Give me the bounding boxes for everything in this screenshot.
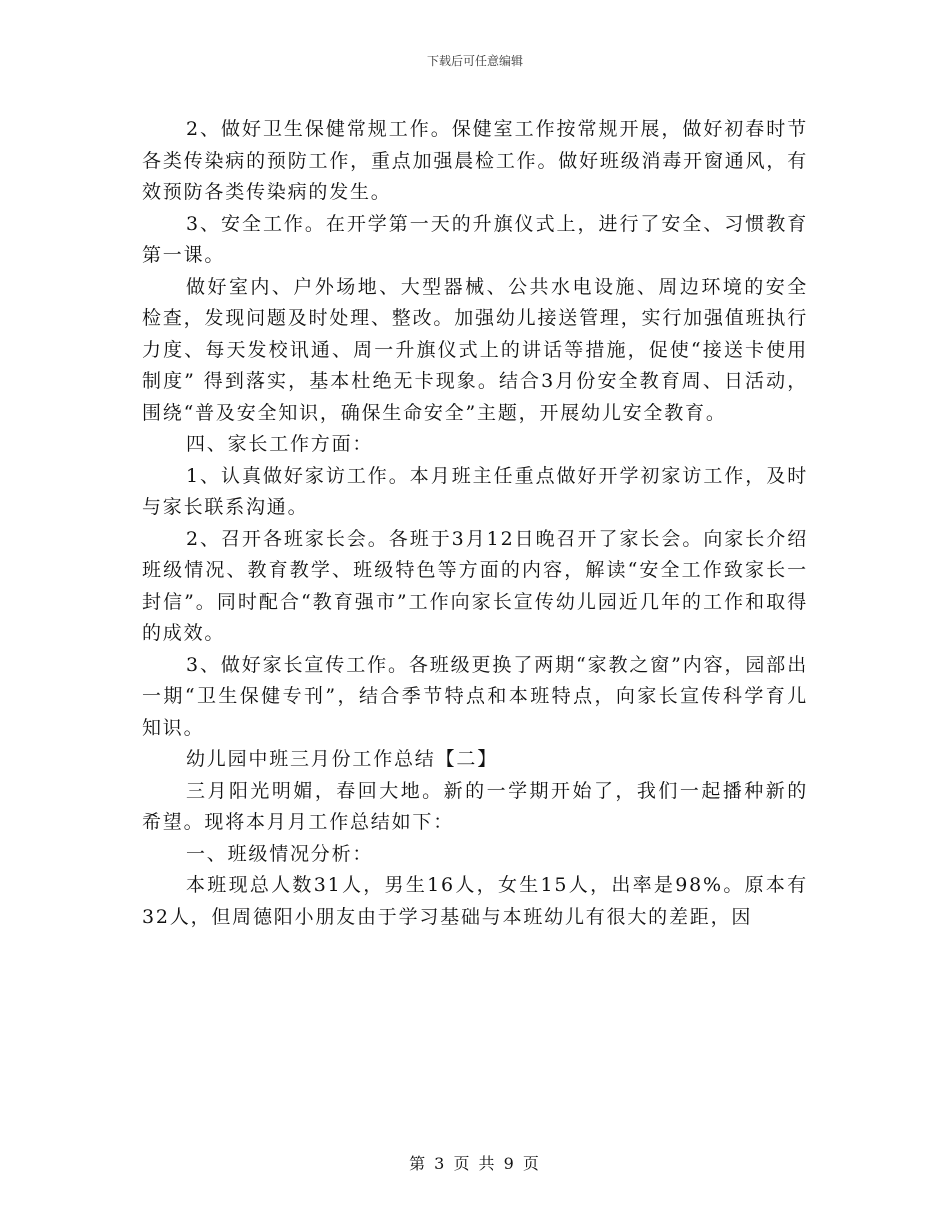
- page-number: 第 3 页 共 9 页: [409, 1154, 541, 1173]
- paragraph-1: 2、做好卫生保健常规工作。保健室工作按常规开展，做好初春时节各类传染病的预防工作，重点加强晨检工作。做好班级消毒开窗通风，有效预防各类传染病的发生。: [142, 118, 808, 203]
- paragraph-5: 1、认真做好家访工作。本月班主任重点做好开学初家访工作，及时与家长联系沟通。: [142, 464, 808, 518]
- paragraph-6: 2、召开各班家长会。各班于3月12日晚召开了家长会。向家长介绍班级情况、教育教学、班级特色等方面的内容，解读“安全工作致家长一封信”。同时配合“教育强市”工作向家长宣传幼儿园近几年的工作和取得的成效。: [142, 527, 808, 644]
- document-body: [142, 114, 808, 933]
- paragraph-7: 3、做好家长宣传工作。各班级更换了两期“家教之窗”内容，园部出一期“卫生保健专刊”，结合季节特点和本班特点，向家长宣传科学育儿知识。: [142, 653, 808, 739]
- paragraph-3: 做好室内、户外场地、大型器械、公共水电设施、周边环境的安全检查，发现问题及时处理、整改。加强幼儿接送管理，实行加强值班执行力度、每天发校讯通、周一升旗仪式上的讲话等措施，促使“接送卡使用制度” 得到落实，基本杜绝无卡现象。结合3月份安全教育周、日活动，围绕“普及安全知识，确保生命安全”主题，开展幼儿安全教育。: [142, 275, 808, 424]
- paragraph-2: 3、安全工作。在开学第一天的升旗仪式上，进行了安全、习惯教育第一课。: [142, 212, 808, 266]
- section-title-summary-2: 幼儿园中班三月份工作总结【二】: [186, 748, 499, 770]
- paragraph-9: 三月阳光明媚，春回大地。新的一学期开始了，我们一起播种新的希望。现将本月月工作总结如下：: [142, 779, 808, 833]
- section-heading-class-analysis: 一、班级情况分析：: [186, 842, 374, 865]
- section-heading-parents: 四、家长工作方面：: [186, 433, 374, 455]
- paragraph-11: 本班现总人数31人，男生16人，女生15人，出率是98%。原本有32人，但周德阳小朋友由于学习基础与本班幼儿有很大的差距，因: [142, 874, 808, 928]
- page-header-note: 下载后可任意编辑: [426, 54, 523, 68]
